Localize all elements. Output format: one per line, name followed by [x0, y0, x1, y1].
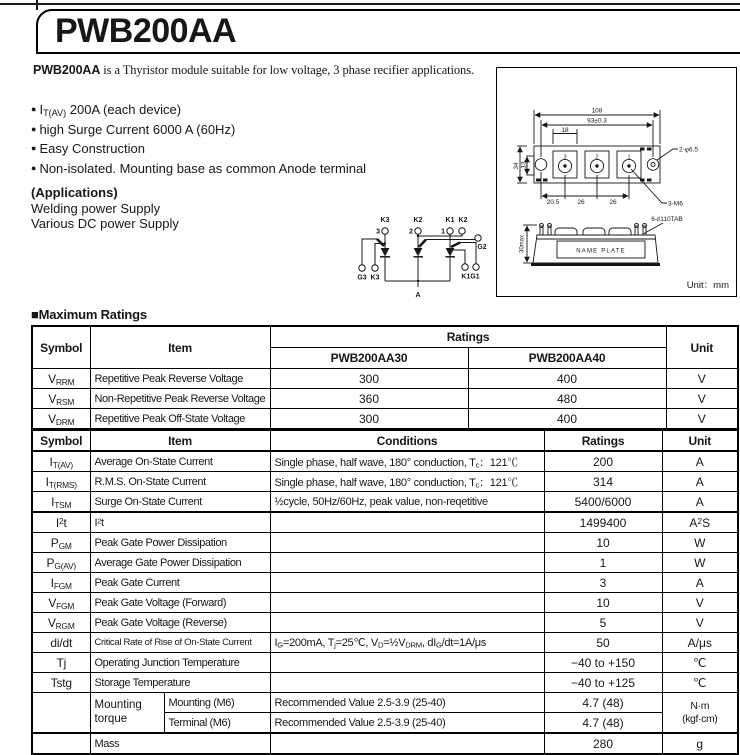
cell-symbol: $V_{RRM}$: [32, 369, 90, 389]
label-3: 3: [376, 228, 380, 236]
cell-rating: 1499400: [544, 512, 662, 533]
cell-rating-30: 300: [270, 369, 468, 389]
cell-unit: A: [662, 492, 738, 513]
cell-item: R.M.S. On-State Current: [90, 472, 270, 492]
label-k2: K2: [413, 217, 423, 224]
col-header-ratings: Ratings: [544, 430, 662, 451]
cell-rating: 280: [544, 733, 662, 754]
cell-rating-30: 360: [270, 389, 468, 409]
unit-label: Unit：mm: [686, 280, 729, 291]
dim-108: 108: [591, 107, 603, 115]
cell-symbol: Tstg: [32, 673, 90, 693]
cell-item: Repetitive Peak Reverse Voltage: [90, 369, 270, 389]
col-header-item: Item: [90, 430, 270, 451]
cell-unit: ℃: [662, 673, 738, 693]
cell-symbol: $I_{T(AV)}$: [32, 451, 90, 472]
table-row: [32, 673, 738, 693]
title-box: [36, 9, 740, 54]
dim-tabs: 6-♯110TAB: [651, 216, 683, 223]
terminal-k3: [382, 228, 388, 234]
cell-symbol: Tj: [32, 653, 90, 673]
table-row: [32, 553, 738, 573]
cell-item-torque: Mounting torque: [90, 693, 164, 734]
cell-unit: A: [662, 573, 738, 593]
cell-item: Storage Temperature: [90, 673, 270, 693]
col-header-conditions: Conditions: [270, 430, 544, 451]
dim-holes: 2-φ6.5: [679, 146, 699, 154]
cell-symbol: $V_{FGM}$: [32, 593, 90, 613]
cell-conditions: [270, 673, 544, 693]
terminal-k2: [415, 228, 421, 234]
application-item: Welding power Supply: [31, 201, 161, 216]
label-k1: K1: [445, 217, 455, 224]
cell-item: Surge On-State Current: [90, 492, 270, 513]
cell-conditions: Recommended Value 2.5-3.9 (25-40): [270, 693, 544, 713]
cell-conditions: Single phase, half wave, 180° conduction, $T_c$：121℃: [270, 472, 544, 492]
cell-rating: 1: [544, 553, 662, 573]
col-header-ratings: Ratings: [270, 326, 666, 348]
outline-drawing-box: [496, 67, 737, 297]
cell-symbol: $I_{FGM}$: [32, 573, 90, 593]
col-header-symbol: Symbol: [32, 430, 90, 451]
table-row: [32, 409, 738, 430]
dim-20-5: 20.5: [546, 199, 560, 206]
table-row: [32, 533, 738, 553]
cell-rating-40: 400: [468, 409, 666, 430]
thyristor-symbol: [381, 248, 390, 256]
cell-symbol: di/dt: [32, 633, 90, 653]
col-header-item: Item: [90, 326, 270, 369]
cell-conditions: Recommended Value 2.5-3.9 (25-40): [270, 713, 544, 734]
mounting-hole: [647, 159, 659, 171]
cell-rating: 4.7 (48): [544, 693, 662, 713]
cell-rating: −40 to +125: [544, 673, 662, 693]
side-plate: [527, 156, 534, 175]
dim-26a: 26: [577, 199, 585, 206]
dim-26b: 26: [609, 199, 617, 206]
cell-unit: V: [666, 389, 738, 409]
cell-item: Average On-State Current: [90, 451, 270, 472]
col-header-model-30: PWB200AA30: [270, 348, 468, 369]
feature-item: [31, 139, 366, 159]
table-row: [32, 573, 738, 593]
cell-symbol: $I^2t$: [32, 512, 90, 533]
cell-rating: 10: [544, 593, 662, 613]
max-ratings-heading: ■Maximum Ratings: [31, 307, 147, 322]
table-row: [32, 369, 738, 389]
cell-item: Operating Junction Temperature: [90, 653, 270, 673]
terminal-number-2: 2: [595, 154, 599, 161]
terminal-g1: [473, 264, 479, 270]
cell-symbol: $V_{RGM}$: [32, 613, 90, 633]
cell-symbol: $V_{DRM}$: [32, 409, 90, 430]
leader-screws: [631, 169, 667, 203]
cell-conditions-empty: [270, 733, 544, 754]
terminal-number-3: 3: [563, 154, 567, 161]
bullet-icon: ●: [31, 162, 37, 173]
circuit-labels: [357, 217, 486, 299]
cell-item: Repetitive Peak Off-State Voltage: [90, 409, 270, 430]
cell-item: Peak Gate Voltage (Reverse): [90, 613, 270, 633]
cell-symbol: $V_{RSM}$: [32, 389, 90, 409]
table-row: [32, 593, 738, 613]
dim-18: 18: [561, 127, 569, 134]
dim-30max: 30max: [519, 234, 526, 254]
cell-item: Peak Gate Power Dissipation: [90, 533, 270, 553]
name-plate-label: NAME PLATE: [576, 248, 626, 255]
cell-rating-30: 300: [270, 409, 468, 430]
terminal-number-1: 1: [627, 154, 631, 161]
cell-item: $I^2t$: [90, 512, 270, 533]
application-item: Various DC power Supply: [31, 215, 179, 231]
circuit-diagram: [336, 203, 488, 303]
label-g2: G2: [477, 244, 487, 251]
table-row: [32, 389, 738, 409]
label-k1g1: K1G1: [461, 273, 480, 281]
terminal-k1: [447, 228, 453, 234]
cell-unit: W: [662, 553, 738, 573]
feature-item: [31, 120, 366, 140]
feature-text: high Surge Current 6000 A (60Hz): [39, 121, 236, 137]
cell-item: Mass: [90, 733, 270, 754]
table-row: [32, 693, 738, 713]
feature-text: $I_{T(AV)}$ 200A (each device): [39, 102, 182, 118]
dim-13: 13: [520, 161, 528, 169]
cell-unit: A/μs: [662, 633, 738, 653]
table-row: [32, 653, 738, 673]
cell-item: Average Gate Power Dissipation: [90, 553, 270, 573]
cell-item-sub: Mounting (M6): [164, 693, 270, 713]
cell-rating: 4.7 (48): [544, 713, 662, 734]
cell-unit: ℃: [662, 653, 738, 673]
terminal-g3: [359, 265, 365, 271]
cell-unit: A: [662, 472, 738, 492]
label-1: 1: [441, 228, 445, 236]
cell-unit: V: [662, 593, 738, 613]
cell-conditions: [270, 613, 544, 633]
terminal-g2: [475, 235, 481, 241]
table-row: [32, 613, 738, 633]
terminal-k1-aux: [462, 264, 468, 270]
cell-rating: 5400/6000: [544, 492, 662, 513]
cell-conditions: [270, 553, 544, 573]
cell-item: Critical Rate of Rise of On-State Current: [90, 633, 270, 653]
table-header-row: [32, 326, 738, 348]
col-header-unit: Unit: [662, 430, 738, 451]
cell-conditions: ½cycle, 50Hz/60Hz, peak value, non-reqetitive: [270, 492, 544, 513]
cell-conditions: [270, 653, 544, 673]
cell-unit: N·m (kgf·cm): [662, 693, 738, 734]
top-rule: [0, 3, 740, 5]
col-header-model-40: PWB200AA40: [468, 348, 666, 369]
cell-conditions: $I_G=200mA$, $T_j=25℃$, $V_D=\frac{1}{2}V_{DRM}$, $dI_G/dt=1A/\mu s$: [270, 633, 544, 653]
table-row: [32, 492, 738, 513]
cell-rating: 314: [544, 472, 662, 492]
cell-item: Non-Repetitive Peak Reverse Voltage: [90, 389, 270, 409]
cell-unit: W: [662, 533, 738, 553]
cell-rating: 5: [544, 613, 662, 633]
cell-unit: V: [662, 613, 738, 633]
thyristor-symbol: [414, 248, 423, 256]
side-view: [523, 223, 663, 265]
feature-text: Easy Construction: [39, 141, 145, 157]
table-row: [32, 472, 738, 492]
col-header-unit: Unit: [666, 326, 738, 369]
cell-unit: A: [662, 451, 738, 472]
label-k3-aux: K3: [370, 274, 380, 282]
cell-rating: −40 to +150: [544, 653, 662, 673]
cell-rating: 50: [544, 633, 662, 653]
cell-conditions: [270, 512, 544, 533]
voltage-ratings-table: [31, 325, 739, 430]
cell-symbol: $I_{T(RMS)}$: [32, 472, 90, 492]
table-row: [32, 733, 738, 754]
table-row: [32, 633, 738, 653]
applications-list: [31, 202, 179, 231]
cell-conditions: [270, 593, 544, 613]
cell-symbol: $P_{G(AV)}$: [32, 553, 90, 573]
cell-rating: 10: [544, 533, 662, 553]
cell-item-sub: Terminal (M6): [164, 713, 270, 734]
feature-item: [31, 100, 366, 120]
cell-item: Peak Gate Current: [90, 573, 270, 593]
label-2: 2: [409, 228, 413, 236]
col-header-symbol: Symbol: [32, 326, 90, 369]
cell-rating: 3: [544, 573, 662, 593]
mounting-hole: [535, 159, 547, 171]
terminal-k2-aux: [459, 228, 465, 234]
dim-screws: 3-M6: [668, 200, 683, 208]
cell-rating: 200: [544, 451, 662, 472]
cell-item: Peak Gate Voltage (Forward): [90, 593, 270, 613]
cell-conditions: Single phase, half wave, 180° conduction, $T_c$：121℃: [270, 451, 544, 472]
terminal-k3-aux: [372, 265, 378, 271]
title-box-stub: [36, 0, 38, 10]
label-anode: A: [415, 292, 421, 299]
cell-symbol: $P_{GM}$: [32, 533, 90, 553]
outline-drawing: [497, 68, 736, 296]
label-g3: G3: [357, 274, 367, 282]
cell-unit: $A^2S$: [662, 512, 738, 533]
cell-symbol: $I_{TSM}$: [32, 492, 90, 513]
feature-text: Non-isolated. Mounting base as common Anode terminal: [39, 160, 367, 176]
table-row: [32, 451, 738, 472]
applications-heading: (Applications): [31, 185, 118, 200]
cell-rating-40: 480: [468, 389, 666, 409]
page-title: PWB200AA: [55, 12, 237, 50]
characteristics-table: [31, 429, 739, 755]
table-row: [32, 512, 738, 533]
cell-symbol-empty: [32, 733, 90, 754]
cell-unit: V: [666, 409, 738, 430]
dim-93: 93±0.3: [587, 117, 607, 125]
bullet-icon: ●: [31, 123, 37, 134]
cell-rating-40: 400: [468, 369, 666, 389]
dim-34: 34: [513, 162, 520, 170]
cell-conditions: [270, 573, 544, 593]
cell-unit: V: [666, 369, 738, 389]
intro-text: PWB200AA is a Thyristor module suitable for low voltage, 3 phase recifier applications.: [33, 63, 474, 77]
feature-item: [31, 159, 366, 179]
features-list: [31, 100, 366, 178]
cell-symbol-empty: [32, 693, 90, 734]
cell-conditions: [270, 533, 544, 553]
bullet-icon: ●: [31, 143, 37, 154]
cell-unit: g: [662, 733, 738, 754]
table-header-row: [32, 430, 738, 451]
label-k3: K3: [380, 217, 390, 224]
bullet-icon: ●: [31, 104, 37, 114]
label-k2-aux: K2: [458, 217, 468, 224]
